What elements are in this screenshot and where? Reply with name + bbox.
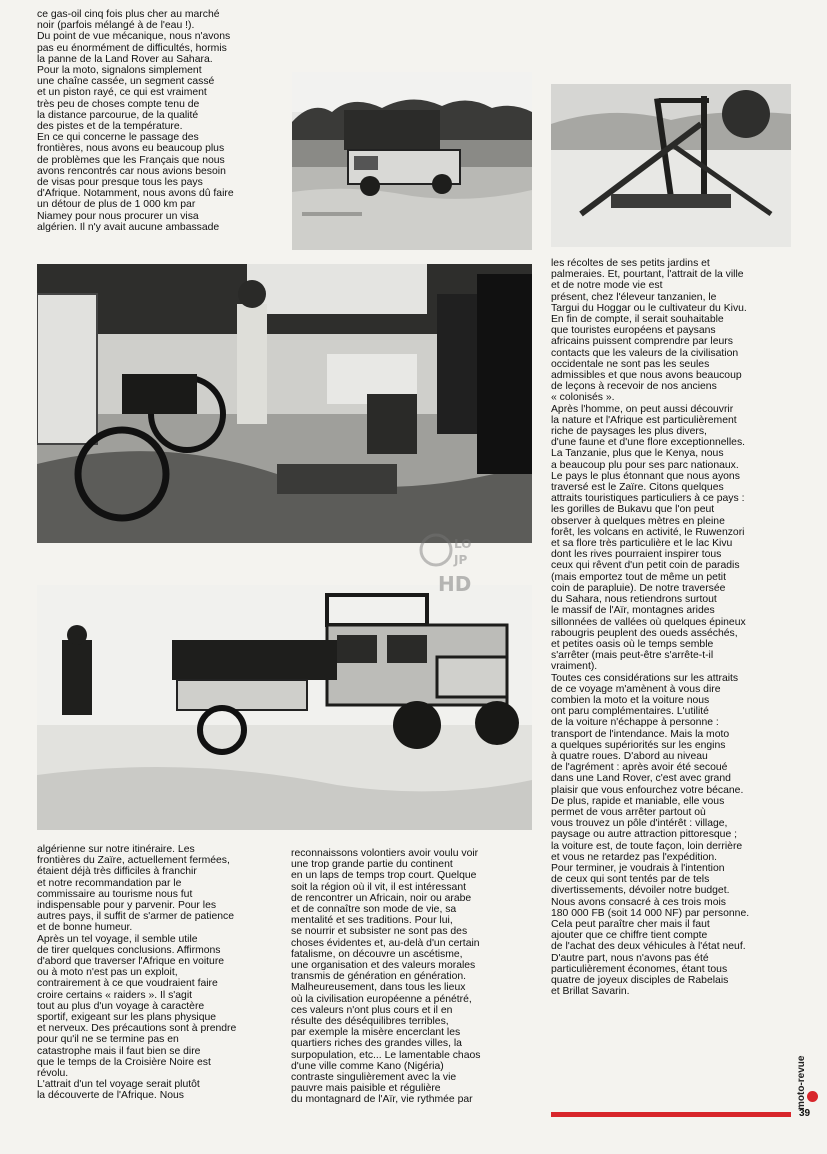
page-number: 39: [799, 1108, 811, 1119]
watermark-text: HD: [438, 572, 472, 596]
article-column-bottom-left: algérienne sur notre itinéraire. Les frontières du Zaïre, actuellement fermées, étaient déjà très difficiles à franchir et notre recommandation par le commissaire au tourisme nous fut indispensable pour y parvenir. Pour les autres pays, il suffit de s'armer de patience et de bonne humeur. Après un tel voyage, il semble utile de tirer quelques conclusions. Affirmons d'abord que traverser l'Afrique en voiture ou à moto n'est pas un exploit, contrairement à ce que voudraient faire croire certains « raiders ». Il s'agit tout au plus d'un voyage à caractère sportif, exigeant sur les plans physique et nerveux. Des précautions sont à prendre pour qu'il ne se termine pas en catastrophe mais il faut bien se dire que le temps de la Croisière Noire est révolu. L'attrait d'un tel voyage serait plutôt la découverte de l'Afrique. Nous: [37, 844, 237, 1102]
photo-land-rover-river: [292, 72, 532, 250]
svg-text:LO: LO: [454, 537, 472, 551]
svg-text:JP: JP: [454, 553, 468, 567]
article-column-bottom-middle: reconnaissons volontiers avoir voulu voir une trop grande partie du continent en un laps de temps trop court. Quelque soit la région où il vit, il est intéressant de rencontrer un Africain, noir ou arabe et de connaître son mode de vie, sa mentalité et ses traditions. Pour lui, se nourrir et subsister ne sont pas des choses évidentes et, au-delà d'un certain fatalisme, on découvre un ascétisme, une organisation et des valeurs morales transmis de génération en génération. Malheureusement, dans tous les lieux où la civilisation européenne a pénétré, ces valeurs n'ont plus cours et il en résulte des déséquilibres terribles, par exemple la misère encerclant les quartiers riches des grandes villes, la surpopulation, etc... Le lamentable chaos d'une ville comme Kano (Nigéria) contraste singulièrement avec la vie pauvre mais paisible et régulière du montagnard de l'Aïr, vie rythmée par: [291, 848, 481, 1106]
article-column-right: les récoltes de ses petits jardins et palmeraies. Et, pourtant, l'attrait de la ville et de notre mode vie est présent, chez l'éleveur tanzanien, le Targui du Hoggar ou le cultivateur du Kivu. En fin de compte, il serait souhaitable que touristes européens et paysans africains puissent comprendre par leurs contacts que les valeurs de la civilisation occidentale ne sont pas les seules admissibles et que nous avons beaucoup de leçons à recevoir de nos anciens « colonisés ». Après l'homme, on peut aussi découvrir la nature et l'Afrique est particulièrement riche de paysages les plus divers, d'une faune et d'une flore exceptionnelles. La Tanzanie, plus que le Kenya, nous a beaucoup plu pour ses parc nationaux. Le pays le plus étonnant que nous ayons traversé est le Zaïre. Citons quelques attraits touristiques particuliers à ce pays : les gorilles de Bukavu que l'on peut observer à quelques mètres en pleine forêt, les volcans en activité, le Ruwenzori et sa flore très particulière et le lac Kivu dont les rives pourraient inspirer tous ceux qui rêvent d'un petit coin de paradis (mais emportez tout de même un petit coin de parapluie). De notre traversée du Sahara, nous retiendrons surtout le massif de l'Aïr, montagnes arides sillonnées de vallées où quelques épineux rabougris peuplent des oueds asséchés, et petites oasis où le temps semble s'arrêter (mais peut-être s'arrête-t-il vraiment). Toutes ces considérations sur les attraits de ce voyage m'amènent à vous dire combien la moto et la voiture nous ont paru complémentaires. L'utilité de la voiture n'échappe à personne : transport de l'intendance. Mais la moto a quelques supériorités sur les engins à quatre roues. D'abord au niveau de l'agrément : après avoir été secoué dans une Land Rover, c'est avec grand plaisir que vous enfourchez votre bécane. De plus, rapide et maniable, elle vous permet de vous arrêter partout où vous trouvez un pôle d'intérêt : village, paysage ou autre attraction pittoresque ; la voiture est, de toute façon, loin derrière et vous ne retardez pas l'expédition. Pour terminer, je voudrais à l'intention de ceux qui sont tentés par de tels divertissements, dévoiler notre budget. Nous avons consacré à ces trois mois 180 000 FB (soit 14 000 NF) par personne. Cela peut paraître cher mais il faut ajouter que ce chiffre tient compte de l'achat des deux véhicules à l'état neuf. D'autre part, nous n'avons pas été particulièrement économes, étant tous quatre de joyeux disciples de Rabelais et Brillat Savarin.: [551, 258, 750, 998]
watermark-logo: [418, 528, 488, 598]
footer-accent-bar: [551, 1112, 791, 1117]
magazine-logo-icon: [807, 1091, 818, 1102]
article-column-top-left: ce gas-oil cinq fois plus cher au marché noir (parfois mélangé à de l'eau !). Du point de vue mécanique, nous n'avons pas eu énormément de difficultés, hormis la panne de la Land Rover au Sahara. Pour la moto, signalons simplement une chaîne cassée, un segment cassé et un piston rayé, ce qui est vraiment très peu de choses compte tenu de la distance parcourue, de la qualité des pistes et de la température. En ce qui concerne le passage des frontières, nous avons eu beaucoup plus de problèmes que les Français que nous avons rencontrés car nous avions besoin de visas pour presque tous les pays d'Afrique. Notamment, nous avons dû faire un détour de plus de 1 000 km par Niamey pour nous procurer un visa algérien. Il n'y avait aucune ambassade: [37, 9, 234, 233]
photo-land-rover-motorcycle: [37, 585, 532, 830]
photo-motorcycle-repair: [37, 264, 532, 543]
magazine-name: moto-revue: [796, 1055, 807, 1110]
photo-playground-structure: [551, 84, 791, 247]
